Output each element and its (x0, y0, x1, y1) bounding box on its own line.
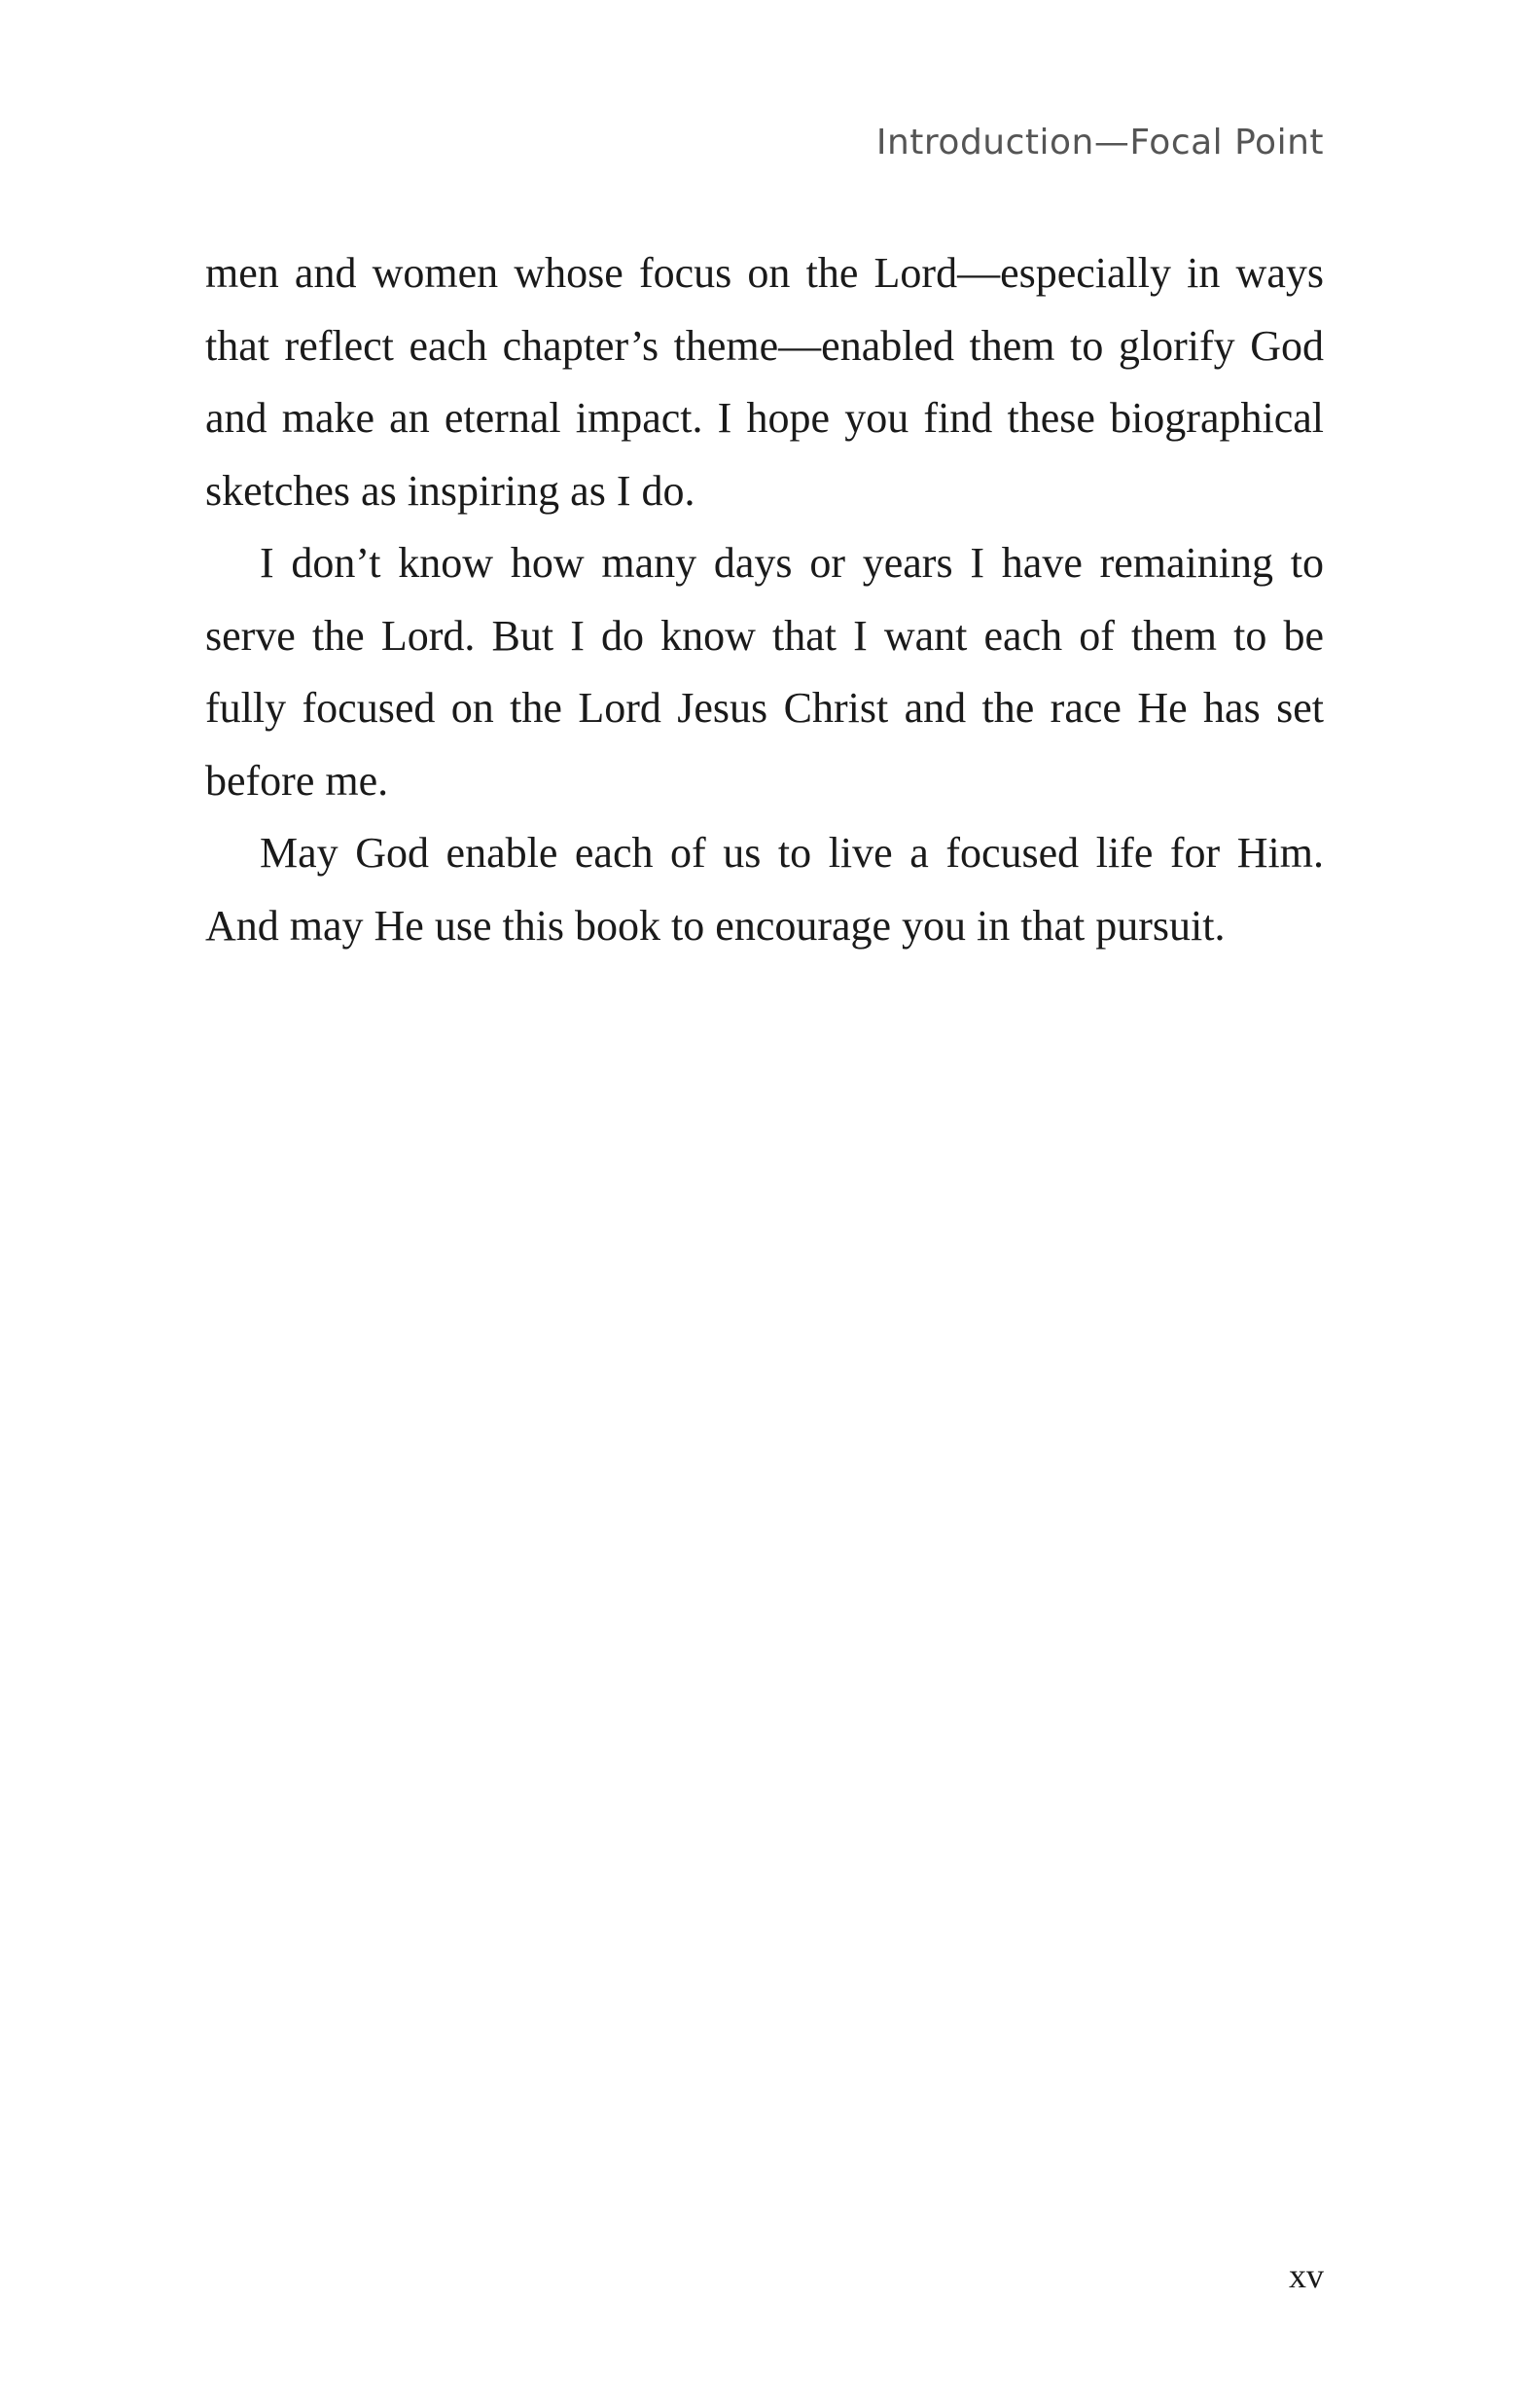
paragraph: I don’t know how many days or years I have remaining to serve the Lord. But I do know that I want each of them to be fully focused on the Lord Jesus Christ and the race He has set before me. (205, 539, 1324, 805)
paragraph: May God enable each of us to live a focused life for Him. And may He use this book to encourage you in that pursuit. (205, 829, 1324, 950)
body-text (205, 237, 1324, 962)
paragraph-continuation: men and women whose focus on the Lord—especially in ways that reflect each chapter’s theme—enabled them to glorify God and make an eternal impact. I hope you find these biographical sketches as inspiring as I do. (205, 249, 1324, 515)
running-head: Introduction—Focal Point (875, 123, 1324, 162)
page-number: xv (1289, 2256, 1324, 2295)
